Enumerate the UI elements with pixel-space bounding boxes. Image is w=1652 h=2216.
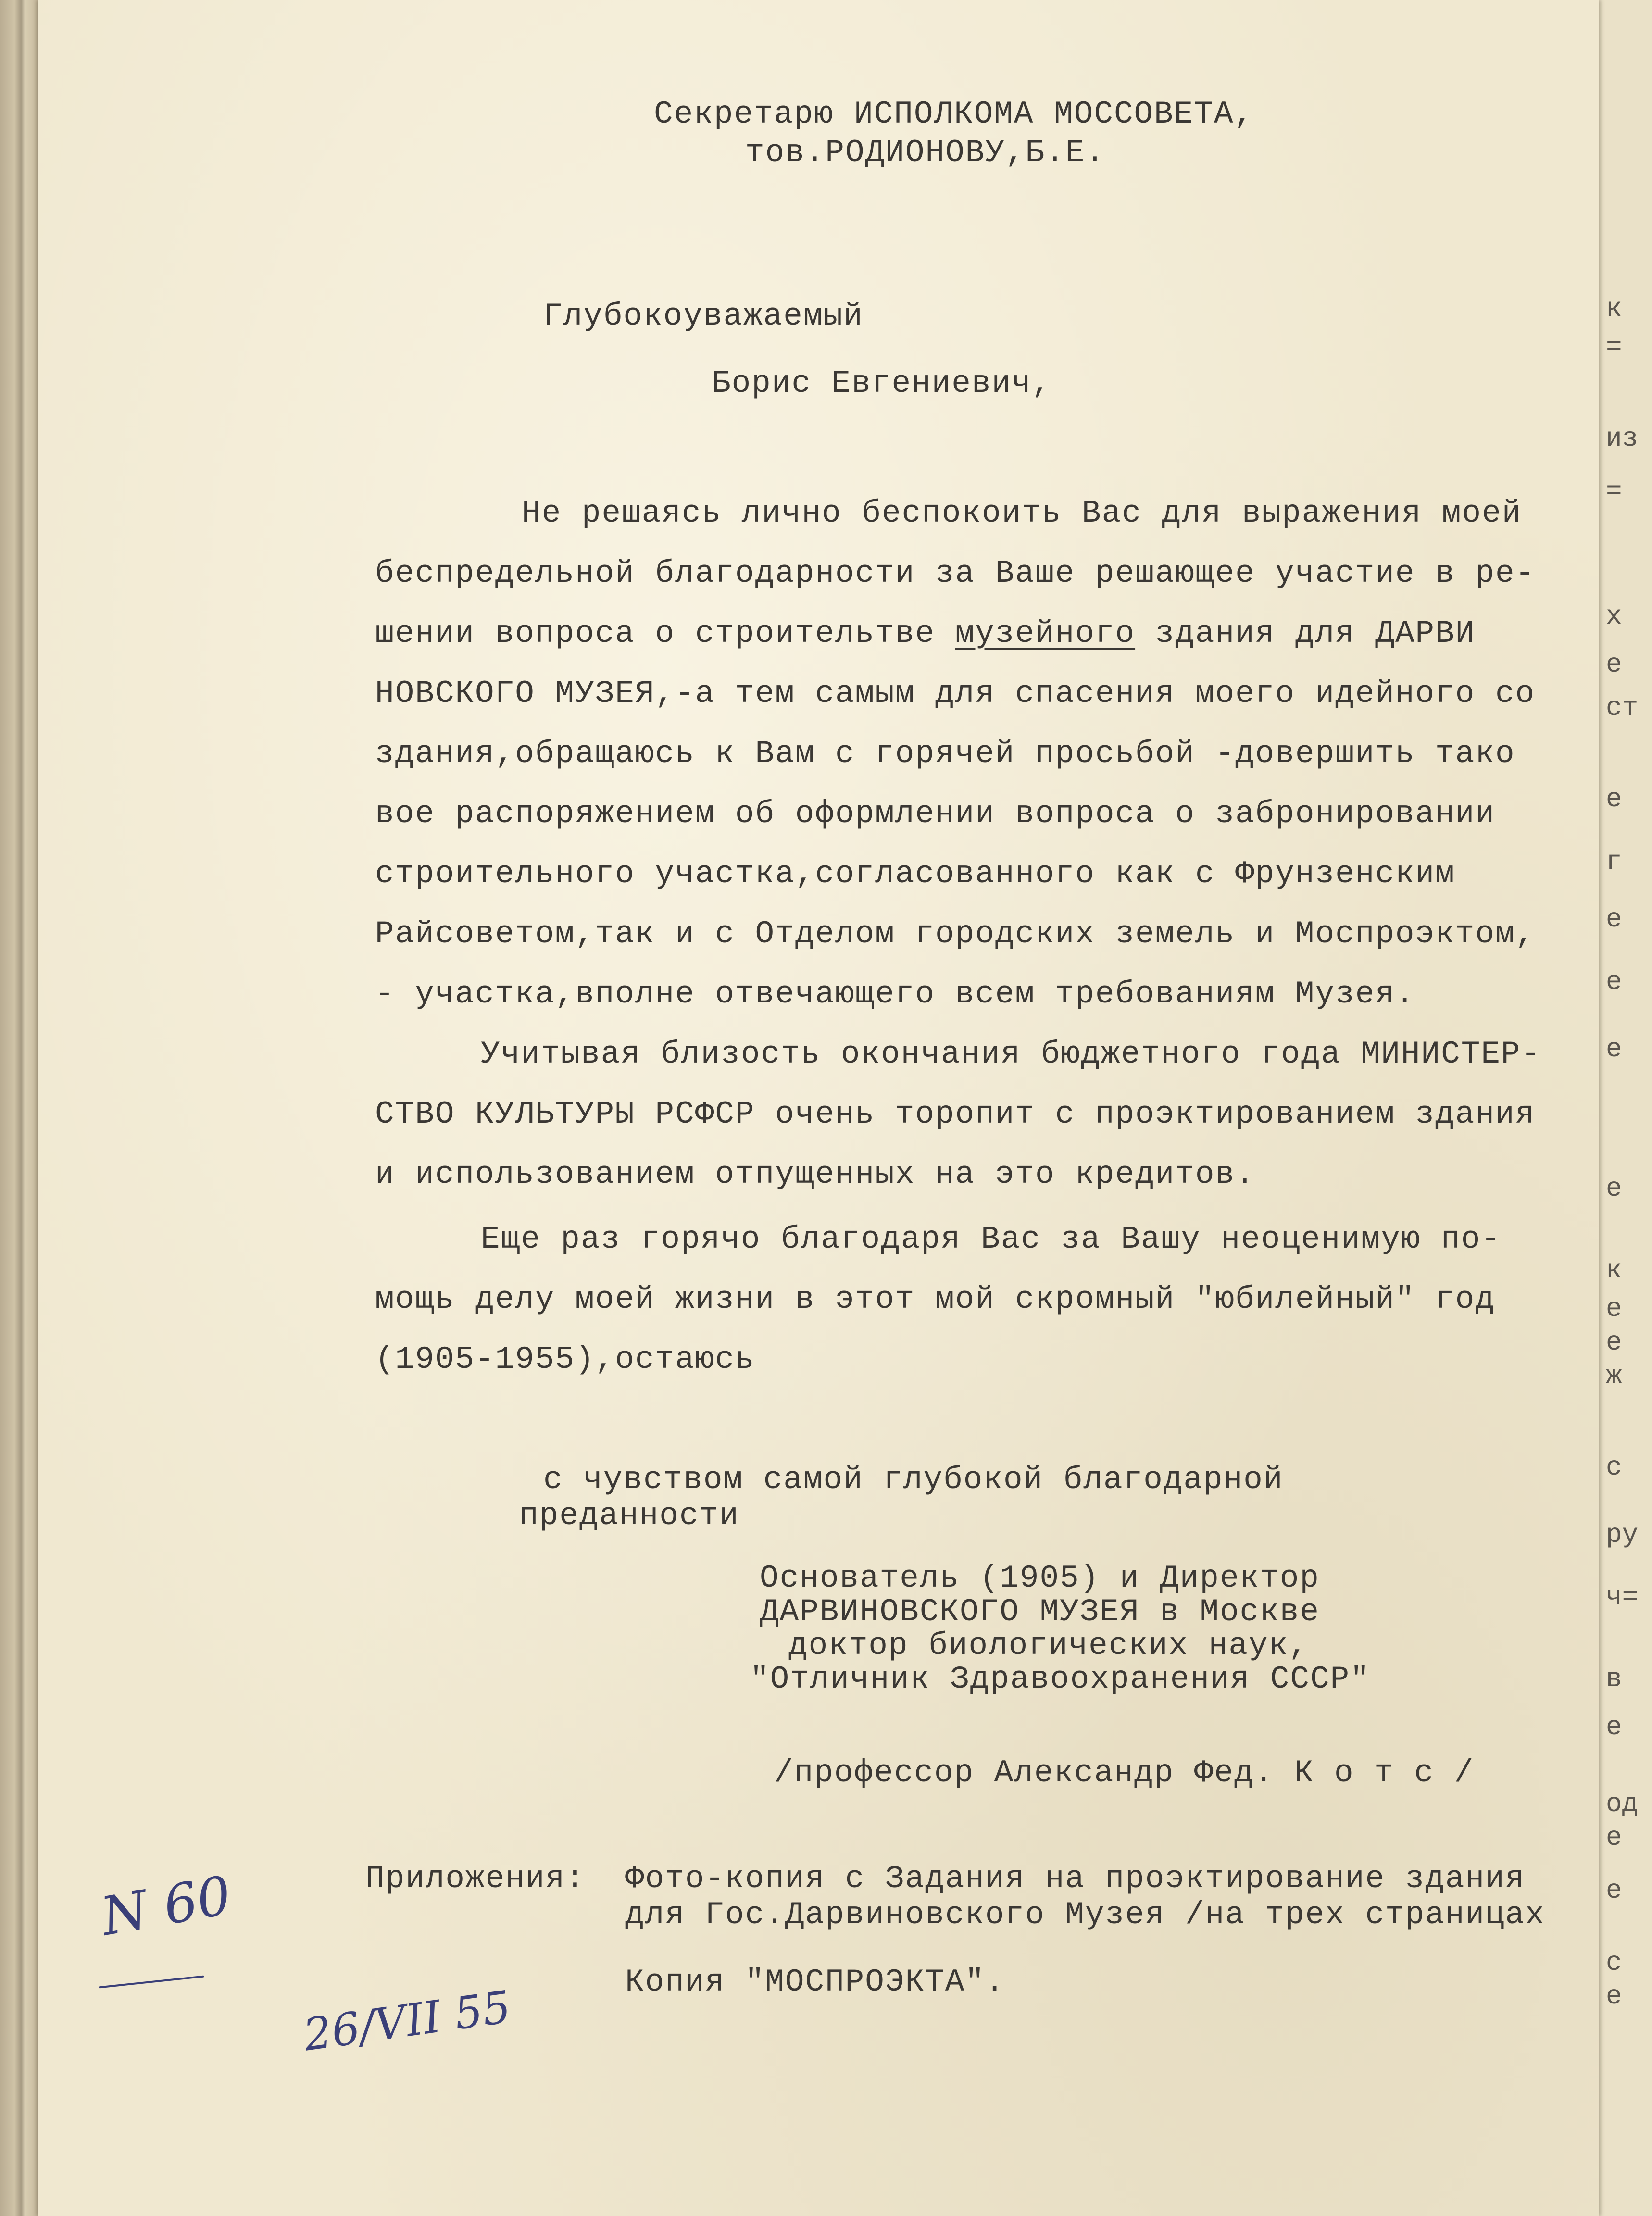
body-p1-line: НОВСКОГО МУЗЕЯ,-а тем самым для спасения моего идейного со bbox=[375, 676, 1536, 712]
underlined-word: музейного bbox=[955, 615, 1136, 651]
right-fragment: х bbox=[1606, 601, 1622, 632]
right-fragment: е bbox=[1606, 904, 1622, 935]
letter-sheet bbox=[38, 0, 1599, 2216]
addressee-line-2: тов.РОДИОНОВУ,Б.Е. bbox=[745, 135, 1105, 171]
signature-line-1: Основатель (1905) и Директор bbox=[760, 1560, 1320, 1596]
right-fragment: с bbox=[1606, 1452, 1622, 1483]
right-fragment: = bbox=[1606, 332, 1622, 363]
body-p1-line: Райсоветом,так и с Отделом городских земель и Моспроэктом, bbox=[375, 916, 1536, 952]
body-p3-line: (1905-1955),остаюсь bbox=[375, 1341, 755, 1377]
right-fragment: е bbox=[1606, 1034, 1622, 1064]
right-fragment: е bbox=[1606, 1822, 1622, 1853]
salutation-line-1: Глубокоуважаемый bbox=[543, 298, 864, 334]
right-fragment: ж bbox=[1606, 1361, 1622, 1391]
right-fragment: е bbox=[1606, 649, 1622, 680]
body-p1-line: Не решаясь лично беспокоить Вас для выражения моей bbox=[522, 495, 1522, 531]
right-fragment: е bbox=[1606, 1875, 1622, 1906]
attachments-label: Приложения: bbox=[365, 1861, 586, 1897]
signature-line-4: "Отличник Здравоохранения СССР" bbox=[750, 1661, 1370, 1697]
body-p2-line: СТВО КУЛЬТУРЫ РСФСР очень торопит с проэктированием здания bbox=[375, 1096, 1536, 1132]
body-p1-line: здания,обращаюсь к Вам с горячей просьбой -довершить тако bbox=[375, 736, 1515, 772]
body-p1-line: - участка,вполне отвечающего всем требованиям Музея. bbox=[375, 976, 1415, 1012]
body-p3-line: Еще раз горячо благодаря Вас за Вашу неоценимую по- bbox=[481, 1221, 1501, 1257]
body-p2-line: Учитывая близость окончания бюджетного года МИНИСТЕР- bbox=[481, 1036, 1541, 1072]
attachments-line-3: Копия "МОСПРОЭКТА". bbox=[625, 1964, 1005, 2000]
right-fragment: г bbox=[1606, 846, 1622, 877]
underlying-pages-left bbox=[0, 0, 38, 2216]
closing-line-2: преданности bbox=[519, 1498, 739, 1534]
right-fragment: е bbox=[1606, 1981, 1622, 2012]
signature-line-3: доктор биологических наук, bbox=[788, 1628, 1309, 1664]
right-fragment: е bbox=[1606, 1293, 1622, 1324]
signature-line-2: ДАРВИНОВСКОГО МУЗЕЯ в Москве bbox=[760, 1594, 1320, 1630]
right-fragment: с bbox=[1606, 1947, 1622, 1978]
right-fragment: к bbox=[1606, 293, 1622, 324]
body-p1-line: строительного участка,согласованного как с Фрунзенским bbox=[375, 856, 1455, 892]
body-p1-segment: здания для ДАРВИ bbox=[1155, 615, 1476, 651]
right-fragment: е bbox=[1606, 1712, 1622, 1742]
right-fragment: ру bbox=[1606, 1519, 1639, 1550]
handwritten-underline bbox=[99, 1976, 204, 1989]
right-fragment: к bbox=[1606, 1255, 1622, 1286]
salutation-line-2: Борис Евгениевич, bbox=[712, 365, 1052, 401]
right-fragment: из bbox=[1606, 423, 1639, 454]
attachments-line-2: для Гос.Дарвиновского Музея /на трех страницах bbox=[625, 1897, 1545, 1933]
right-fragment: е bbox=[1606, 784, 1622, 814]
right-fragment: = bbox=[1606, 476, 1622, 507]
attachments-line-1: Фото-копия с Задания на проэктирование здания bbox=[625, 1861, 1526, 1897]
body-p3-line: мощь делу моей жизни в этот мой скромный "юбилейный" год bbox=[375, 1281, 1495, 1317]
addressee-line-1: Секретарю ИСПОЛКОМА МОССОВЕТА, bbox=[654, 96, 1254, 132]
body-p1-line bbox=[375, 615, 1475, 651]
right-fragment: е bbox=[1606, 966, 1622, 997]
body-p1-segment: шении вопроса о строительтве bbox=[375, 615, 935, 651]
handwritten-date: 26/VII 55 bbox=[300, 1981, 514, 2061]
right-fragment: е bbox=[1606, 1327, 1622, 1358]
body-p1-line: вое распоряжением об оформлении вопроса о забронировании bbox=[375, 796, 1495, 832]
handwritten-number: N 60 bbox=[96, 1864, 236, 1948]
signer-name: /профессор Александр Фед. К о т с / bbox=[774, 1755, 1475, 1791]
underlying-page-right bbox=[1598, 0, 1652, 2216]
right-fragment: од bbox=[1606, 1789, 1639, 1819]
right-fragment: ч= bbox=[1606, 1582, 1639, 1613]
body-p2-line: и использованием отпущенных на это кредитов. bbox=[375, 1156, 1255, 1192]
right-fragment: ст bbox=[1606, 692, 1639, 723]
right-fragment: е bbox=[1606, 1173, 1622, 1204]
right-fragment: в bbox=[1606, 1664, 1622, 1694]
closing-line-1: с чувством самой глубокой благодарной bbox=[543, 1462, 1284, 1498]
body-p1-line: беспредельной благодарности за Ваше решающее участие в ре- bbox=[375, 555, 1536, 591]
